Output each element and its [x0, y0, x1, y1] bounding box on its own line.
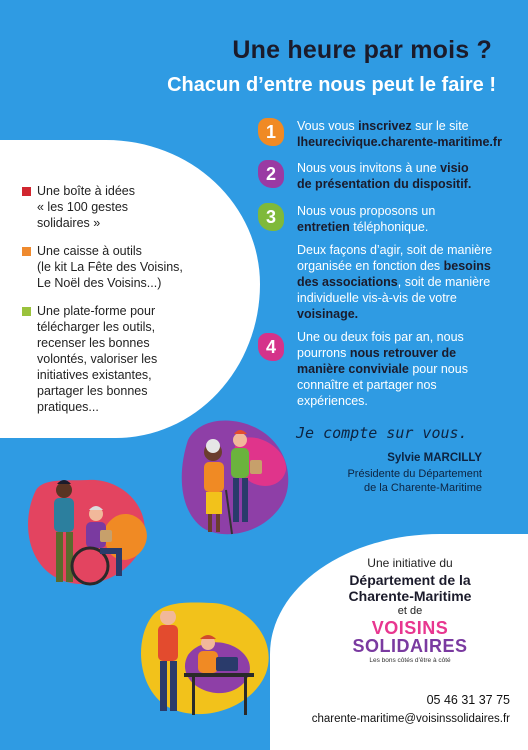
initiative-intro: Une initiative du — [367, 556, 453, 570]
step-number-badge: 4 — [258, 333, 284, 361]
list-item-idea-box: Une boîte à idées « les 100 gestes solidaires » — [22, 183, 212, 231]
voisins-solidaires-logo: VOISINS SOLIDAIRES Les bons côtés d’être à côté — [352, 618, 468, 664]
tools-list — [22, 183, 212, 427]
step-number-badge: 3 — [258, 203, 284, 231]
step-3: 3 Nous vous proposons un entretien téléphonique. Deux façons d’agir, soit de manière organisée en fonction des besoins des associations, soit de manière individuelle vis-à-vis de votre voisinage. — [258, 203, 508, 322]
handwritten-signature-text: Je compte sur vous. — [296, 424, 468, 442]
laptop-help-illustration — [128, 595, 278, 730]
wheelchair-helper-illustration — [16, 470, 156, 598]
signatory-role: Présidente du Département de la Charente-Maritime — [347, 468, 482, 494]
step-number-badge: 2 — [258, 160, 284, 188]
list-item-platform: Une plate-forme pour télécharger les outils, recenser les bonnes volontés, valoriser les initiatives existantes, partager les bonnes pratiques... — [22, 303, 212, 415]
list-item-toolbox: Une caisse à outils (le kit La Fête des Voisins, Le Noël des Voisins...) — [22, 243, 212, 291]
subtitle: Chacun d’entre nous peut le faire ! — [167, 74, 496, 96]
email-address[interactable]: charente-maritime@voisinssolidaires.fr — [311, 713, 510, 725]
phone-number[interactable]: 05 46 31 37 75 — [426, 693, 510, 707]
green-square-bullet-icon — [22, 307, 31, 316]
red-square-bullet-icon — [22, 187, 31, 196]
step-number-badge: 1 — [258, 118, 284, 146]
walking-couple-illustration — [168, 410, 298, 550]
step-1: 1 Vous vous inscrivez sur le site lheurecivique.charente-maritime.fr — [258, 118, 508, 150]
main-title: Une heure par mois ? — [232, 36, 492, 64]
signatory-name: Sylvie MARCILLY — [387, 452, 482, 464]
and-text: et de — [397, 605, 423, 617]
department-name: Département de la Charente-Maritime — [348, 572, 472, 604]
step-2: 2 Nous vous invitons à une visio de présentation du dispositif. — [258, 160, 508, 192]
step-4: 4 Une ou deux fois par an, nous pourrons nous retrouver de manière conviviale pour nous connaître et partager nos expériences. — [258, 329, 508, 409]
orange-square-bullet-icon — [22, 247, 31, 256]
website-link[interactable]: lheurecivique.charente-maritime.fr — [297, 135, 502, 149]
